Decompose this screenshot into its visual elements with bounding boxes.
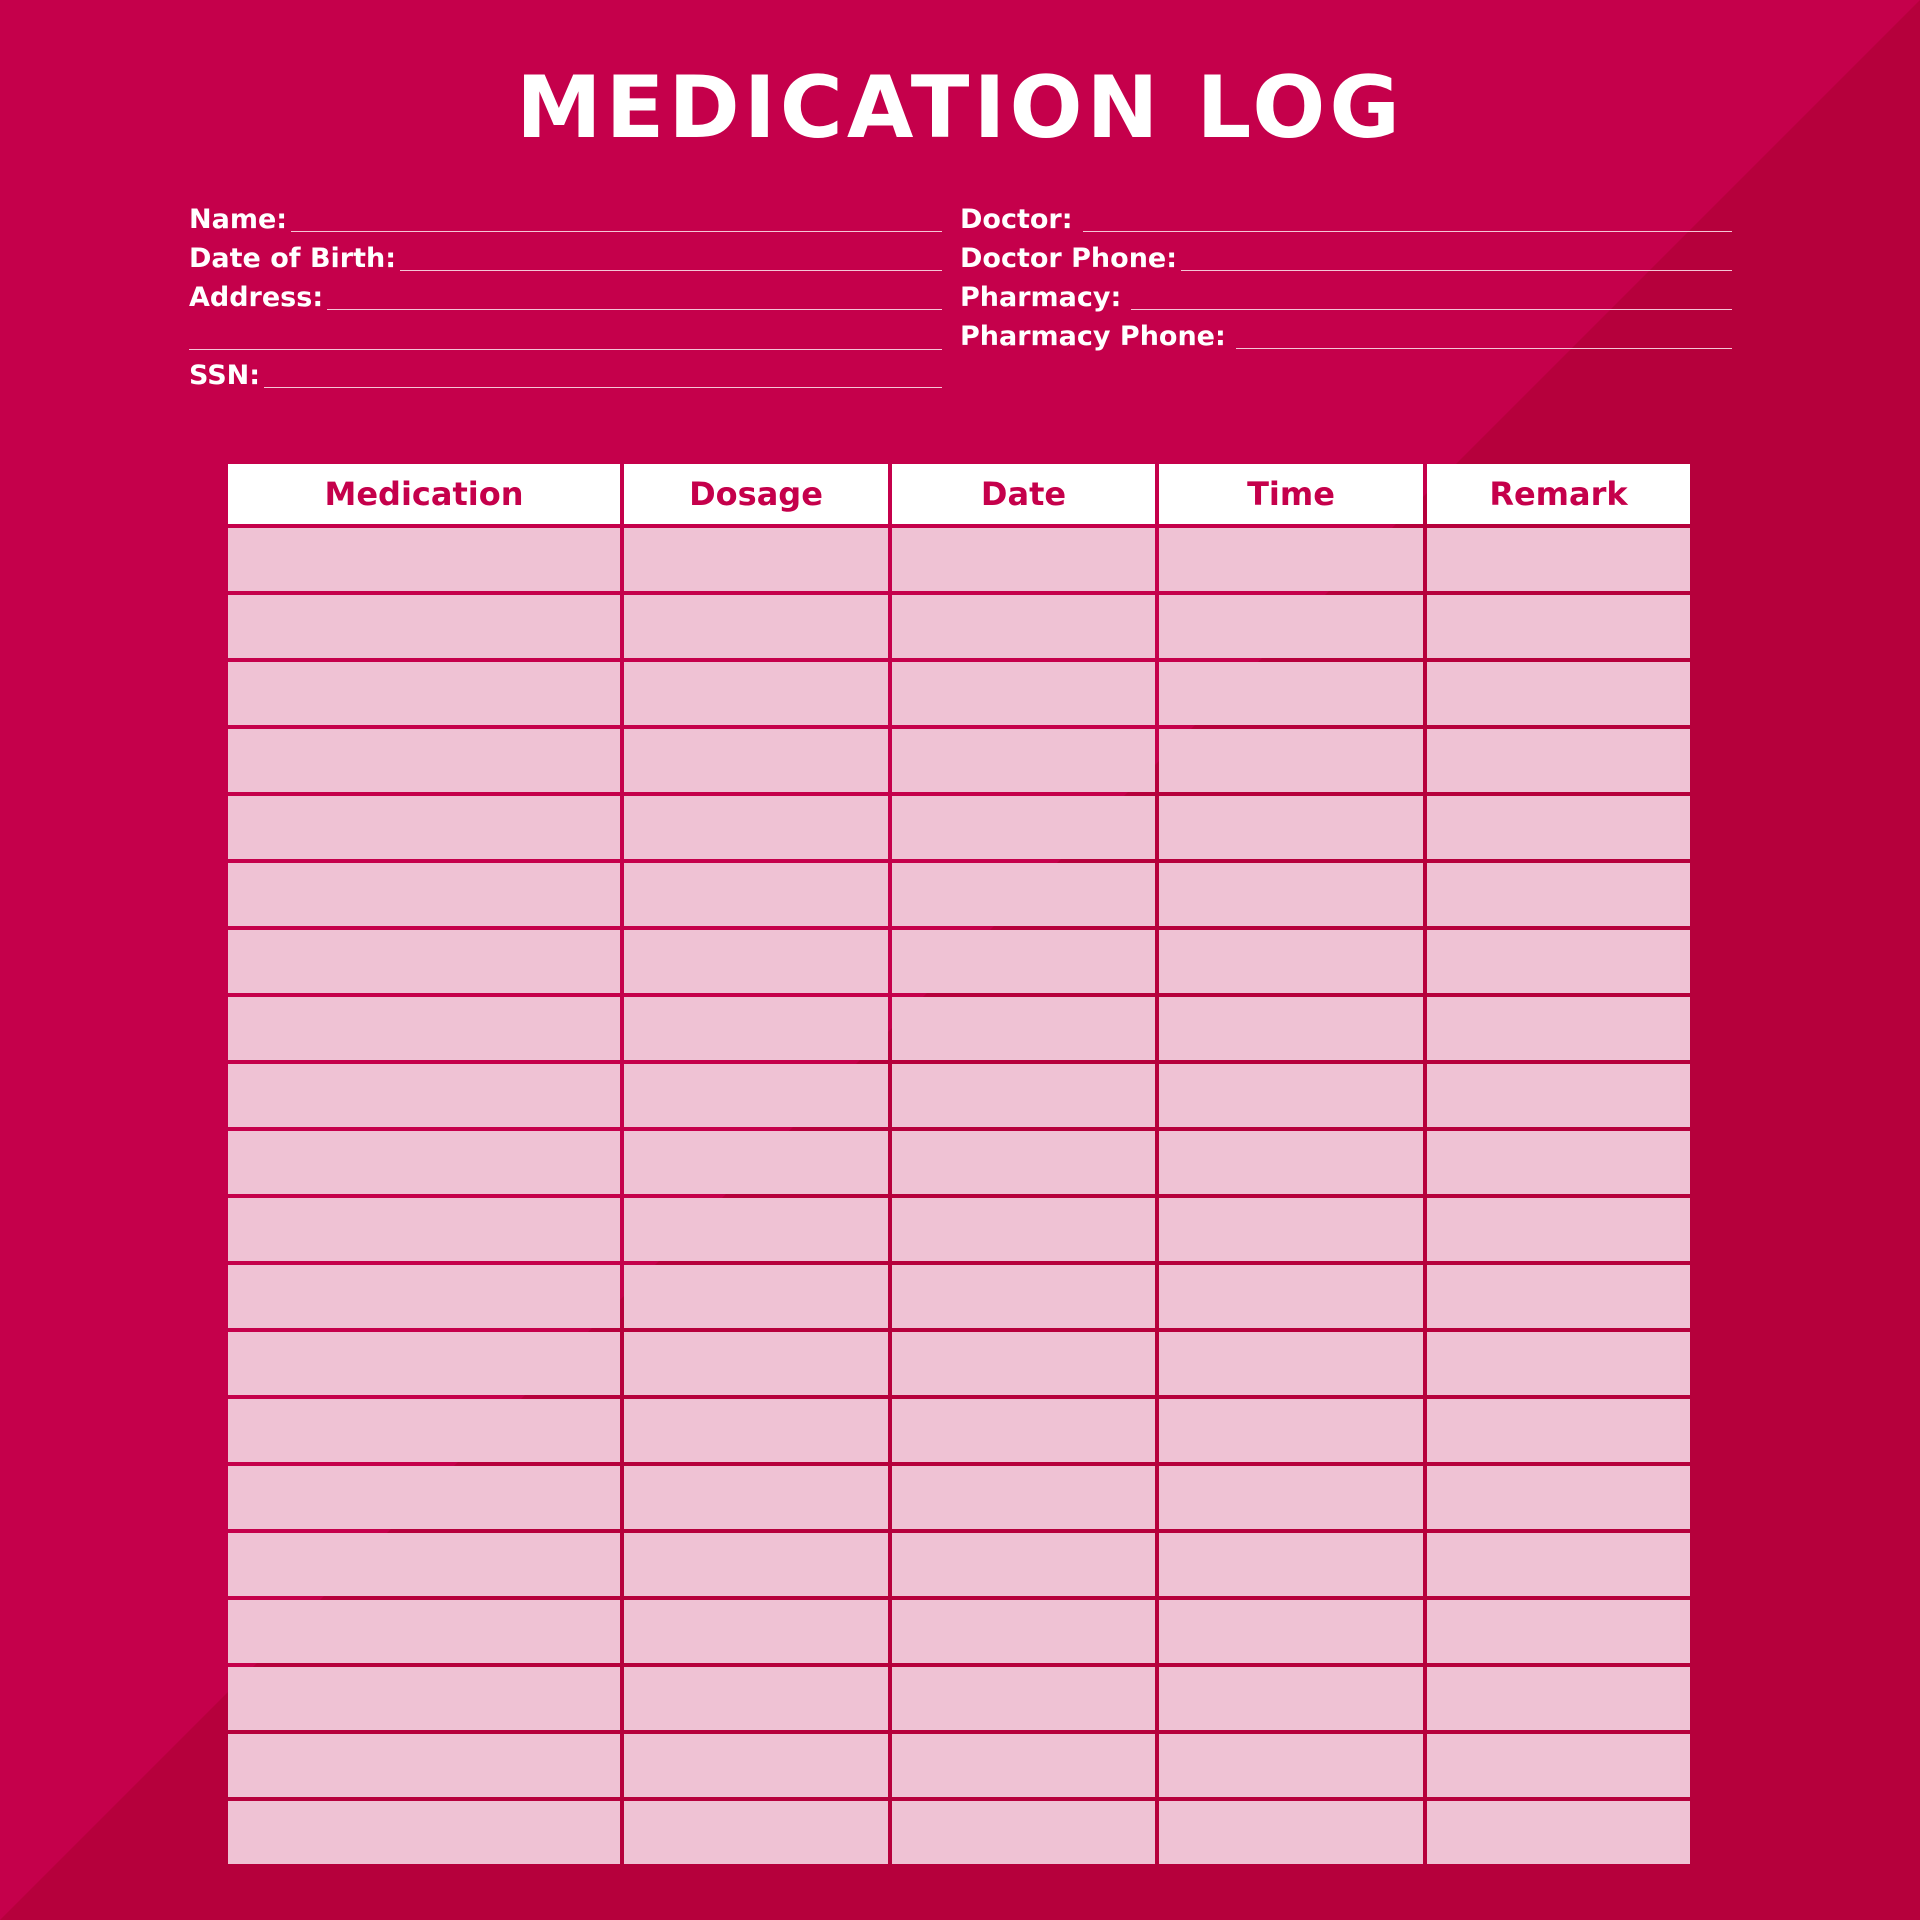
- cell-remark[interactable]: [1427, 1332, 1690, 1395]
- table-row: [228, 997, 1690, 1060]
- cell-date[interactable]: [892, 930, 1155, 993]
- medication-table: [224, 460, 1694, 1868]
- cell-remark[interactable]: [1427, 1801, 1690, 1864]
- cell-dosage[interactable]: [624, 595, 888, 658]
- cell-date[interactable]: [892, 1265, 1155, 1328]
- cell-remark[interactable]: [1427, 595, 1690, 658]
- cell-date[interactable]: [892, 1801, 1155, 1864]
- cell-remark[interactable]: [1427, 1265, 1690, 1328]
- cell-date[interactable]: [892, 1198, 1155, 1261]
- date-of-birth-field[interactable]: [189, 239, 942, 275]
- cell-medication[interactable]: [228, 1600, 620, 1663]
- column-header-dosage: Dosage: [624, 464, 888, 524]
- cell-dosage[interactable]: [624, 930, 888, 993]
- cell-date[interactable]: [892, 528, 1155, 591]
- name-label: Name:: [189, 204, 288, 235]
- table-row: [228, 930, 1690, 993]
- cell-remark[interactable]: [1427, 796, 1690, 859]
- cell-date[interactable]: [892, 997, 1155, 1060]
- cell-time[interactable]: [1159, 1667, 1423, 1730]
- cell-dosage[interactable]: [624, 729, 888, 792]
- cell-time[interactable]: [1159, 1600, 1423, 1663]
- cell-dosage[interactable]: [624, 997, 888, 1060]
- table-row: [228, 1198, 1690, 1261]
- cell-dosage[interactable]: [624, 1265, 888, 1328]
- table-row: [228, 1131, 1690, 1194]
- doctor-field[interactable]: [960, 200, 1732, 236]
- cell-date[interactable]: [892, 1466, 1155, 1529]
- cell-date[interactable]: [892, 1600, 1155, 1663]
- cell-remark[interactable]: [1427, 863, 1690, 926]
- table-row: [228, 1332, 1690, 1395]
- cell-dosage[interactable]: [624, 1734, 888, 1797]
- table-row: [228, 1801, 1690, 1864]
- doctor-phone-input-line[interactable]: [1181, 269, 1732, 271]
- cell-date[interactable]: [892, 662, 1155, 725]
- cell-time[interactable]: [1159, 930, 1423, 993]
- ssn-field[interactable]: [189, 356, 942, 392]
- cell-time[interactable]: [1159, 1064, 1423, 1127]
- cell-dosage[interactable]: [624, 1399, 888, 1462]
- cell-dosage[interactable]: [624, 1332, 888, 1395]
- cell-time[interactable]: [1159, 1265, 1423, 1328]
- cell-medication[interactable]: [228, 1399, 620, 1462]
- cell-dosage[interactable]: [624, 1801, 888, 1864]
- date-of-birth-input-line[interactable]: [400, 269, 942, 271]
- cell-time[interactable]: [1159, 1801, 1423, 1864]
- table-row: [228, 1064, 1690, 1127]
- column-header-date: Date: [892, 464, 1155, 524]
- cell-date[interactable]: [892, 863, 1155, 926]
- doctor-input-line[interactable]: [1083, 230, 1732, 232]
- cell-medication[interactable]: [228, 662, 620, 725]
- cell-remark[interactable]: [1427, 729, 1690, 792]
- cell-medication[interactable]: [228, 997, 620, 1060]
- cell-dosage[interactable]: [624, 1600, 888, 1663]
- table-body: [228, 528, 1690, 1864]
- name-field[interactable]: [189, 200, 942, 236]
- cell-medication[interactable]: [228, 1198, 620, 1261]
- column-header-time: Time: [1159, 464, 1423, 524]
- table-row: [228, 1734, 1690, 1797]
- cell-date[interactable]: [892, 1399, 1155, 1462]
- cell-date[interactable]: [892, 1734, 1155, 1797]
- table-row: [228, 1600, 1690, 1663]
- cell-time[interactable]: [1159, 528, 1423, 591]
- cell-medication[interactable]: [228, 1734, 620, 1797]
- cell-dosage[interactable]: [624, 1667, 888, 1730]
- cell-medication[interactable]: [228, 528, 620, 591]
- pharmacy-label: Pharmacy:: [960, 282, 1122, 313]
- cell-date[interactable]: [892, 595, 1155, 658]
- pharmacy-phone-label: Pharmacy Phone:: [960, 321, 1226, 352]
- doctor-phone-field[interactable]: [960, 239, 1732, 275]
- cell-time[interactable]: [1159, 997, 1423, 1060]
- cell-time[interactable]: [1159, 1533, 1423, 1596]
- cell-remark[interactable]: [1427, 662, 1690, 725]
- column-header-remark: Remark: [1427, 464, 1690, 524]
- cell-remark[interactable]: [1427, 1198, 1690, 1261]
- page-title: MEDICATION LOG: [516, 58, 1404, 158]
- address-second-input-line[interactable]: [189, 349, 942, 350]
- cell-date[interactable]: [892, 1332, 1155, 1395]
- cell-remark[interactable]: [1427, 1131, 1690, 1194]
- cell-time[interactable]: [1159, 1332, 1423, 1395]
- pharmacy-input-line[interactable]: [1131, 308, 1732, 310]
- ssn-input-line[interactable]: [264, 386, 942, 388]
- cell-remark[interactable]: [1427, 1600, 1690, 1663]
- cell-date[interactable]: [892, 1667, 1155, 1730]
- cell-dosage[interactable]: [624, 863, 888, 926]
- cell-remark[interactable]: [1427, 528, 1690, 591]
- cell-medication[interactable]: [228, 729, 620, 792]
- name-input-line[interactable]: [291, 230, 942, 232]
- cell-dosage[interactable]: [624, 796, 888, 859]
- cell-time[interactable]: [1159, 729, 1423, 792]
- cell-dosage[interactable]: [624, 662, 888, 725]
- table-header-row: [228, 464, 1690, 524]
- cell-remark[interactable]: [1427, 1466, 1690, 1529]
- table-row: [228, 662, 1690, 725]
- cell-remark[interactable]: [1427, 997, 1690, 1060]
- cell-medication[interactable]: [228, 863, 620, 926]
- ssn-label: SSN:: [189, 360, 261, 391]
- cell-medication[interactable]: [228, 1265, 620, 1328]
- cell-dosage[interactable]: [624, 1198, 888, 1261]
- doctor-phone-label: Doctor Phone:: [960, 243, 1178, 274]
- table-row: [228, 528, 1690, 591]
- cell-time[interactable]: [1159, 1734, 1423, 1797]
- address-input-line[interactable]: [327, 308, 942, 310]
- cell-medication[interactable]: [228, 1332, 620, 1395]
- column-header-medication: Medication: [228, 464, 620, 524]
- cell-date[interactable]: [892, 1533, 1155, 1596]
- table-row: [228, 1667, 1690, 1730]
- table-row: [228, 1533, 1690, 1596]
- table-row: [228, 1265, 1690, 1328]
- cell-medication[interactable]: [228, 595, 620, 658]
- date-of-birth-label: Date of Birth:: [189, 243, 397, 274]
- cell-date[interactable]: [892, 796, 1155, 859]
- cell-remark[interactable]: [1427, 1533, 1690, 1596]
- pharmacy-phone-field[interactable]: [960, 317, 1732, 353]
- cell-medication[interactable]: [228, 1131, 620, 1194]
- cell-remark[interactable]: [1427, 1064, 1690, 1127]
- cell-date[interactable]: [892, 1131, 1155, 1194]
- cell-time[interactable]: [1159, 1131, 1423, 1194]
- table-row: [228, 863, 1690, 926]
- cell-date[interactable]: [892, 1064, 1155, 1127]
- cell-medication[interactable]: [228, 1667, 620, 1730]
- cell-remark[interactable]: [1427, 1667, 1690, 1730]
- doctor-label: Doctor:: [960, 204, 1073, 235]
- cell-medication[interactable]: [228, 1064, 620, 1127]
- address-field[interactable]: [189, 278, 942, 314]
- table-row: [228, 1399, 1690, 1462]
- table-row: [228, 796, 1690, 859]
- table-row: [228, 1466, 1690, 1529]
- cell-medication[interactable]: [228, 1801, 620, 1864]
- cell-remark[interactable]: [1427, 1734, 1690, 1797]
- cell-medication[interactable]: [228, 930, 620, 993]
- cell-time[interactable]: [1159, 1198, 1423, 1261]
- cell-time[interactable]: [1159, 662, 1423, 725]
- cell-remark[interactable]: [1427, 930, 1690, 993]
- cell-date[interactable]: [892, 729, 1155, 792]
- table-row: [228, 595, 1690, 658]
- cell-dosage[interactable]: [624, 1466, 888, 1529]
- cell-time[interactable]: [1159, 1399, 1423, 1462]
- cell-dosage[interactable]: [624, 528, 888, 591]
- address-label: Address:: [189, 282, 324, 313]
- cell-time[interactable]: [1159, 863, 1423, 926]
- cell-dosage[interactable]: [624, 1131, 888, 1194]
- cell-medication[interactable]: [228, 1466, 620, 1529]
- cell-medication[interactable]: [228, 796, 620, 859]
- pharmacy-phone-input-line[interactable]: [1236, 347, 1732, 349]
- table-row: [228, 729, 1690, 792]
- pharmacy-field[interactable]: [960, 278, 1732, 314]
- cell-dosage[interactable]: [624, 1064, 888, 1127]
- cell-remark[interactable]: [1427, 1399, 1690, 1462]
- cell-time[interactable]: [1159, 796, 1423, 859]
- cell-dosage[interactable]: [624, 1533, 888, 1596]
- cell-medication[interactable]: [228, 1533, 620, 1596]
- cell-time[interactable]: [1159, 595, 1423, 658]
- cell-time[interactable]: [1159, 1466, 1423, 1529]
